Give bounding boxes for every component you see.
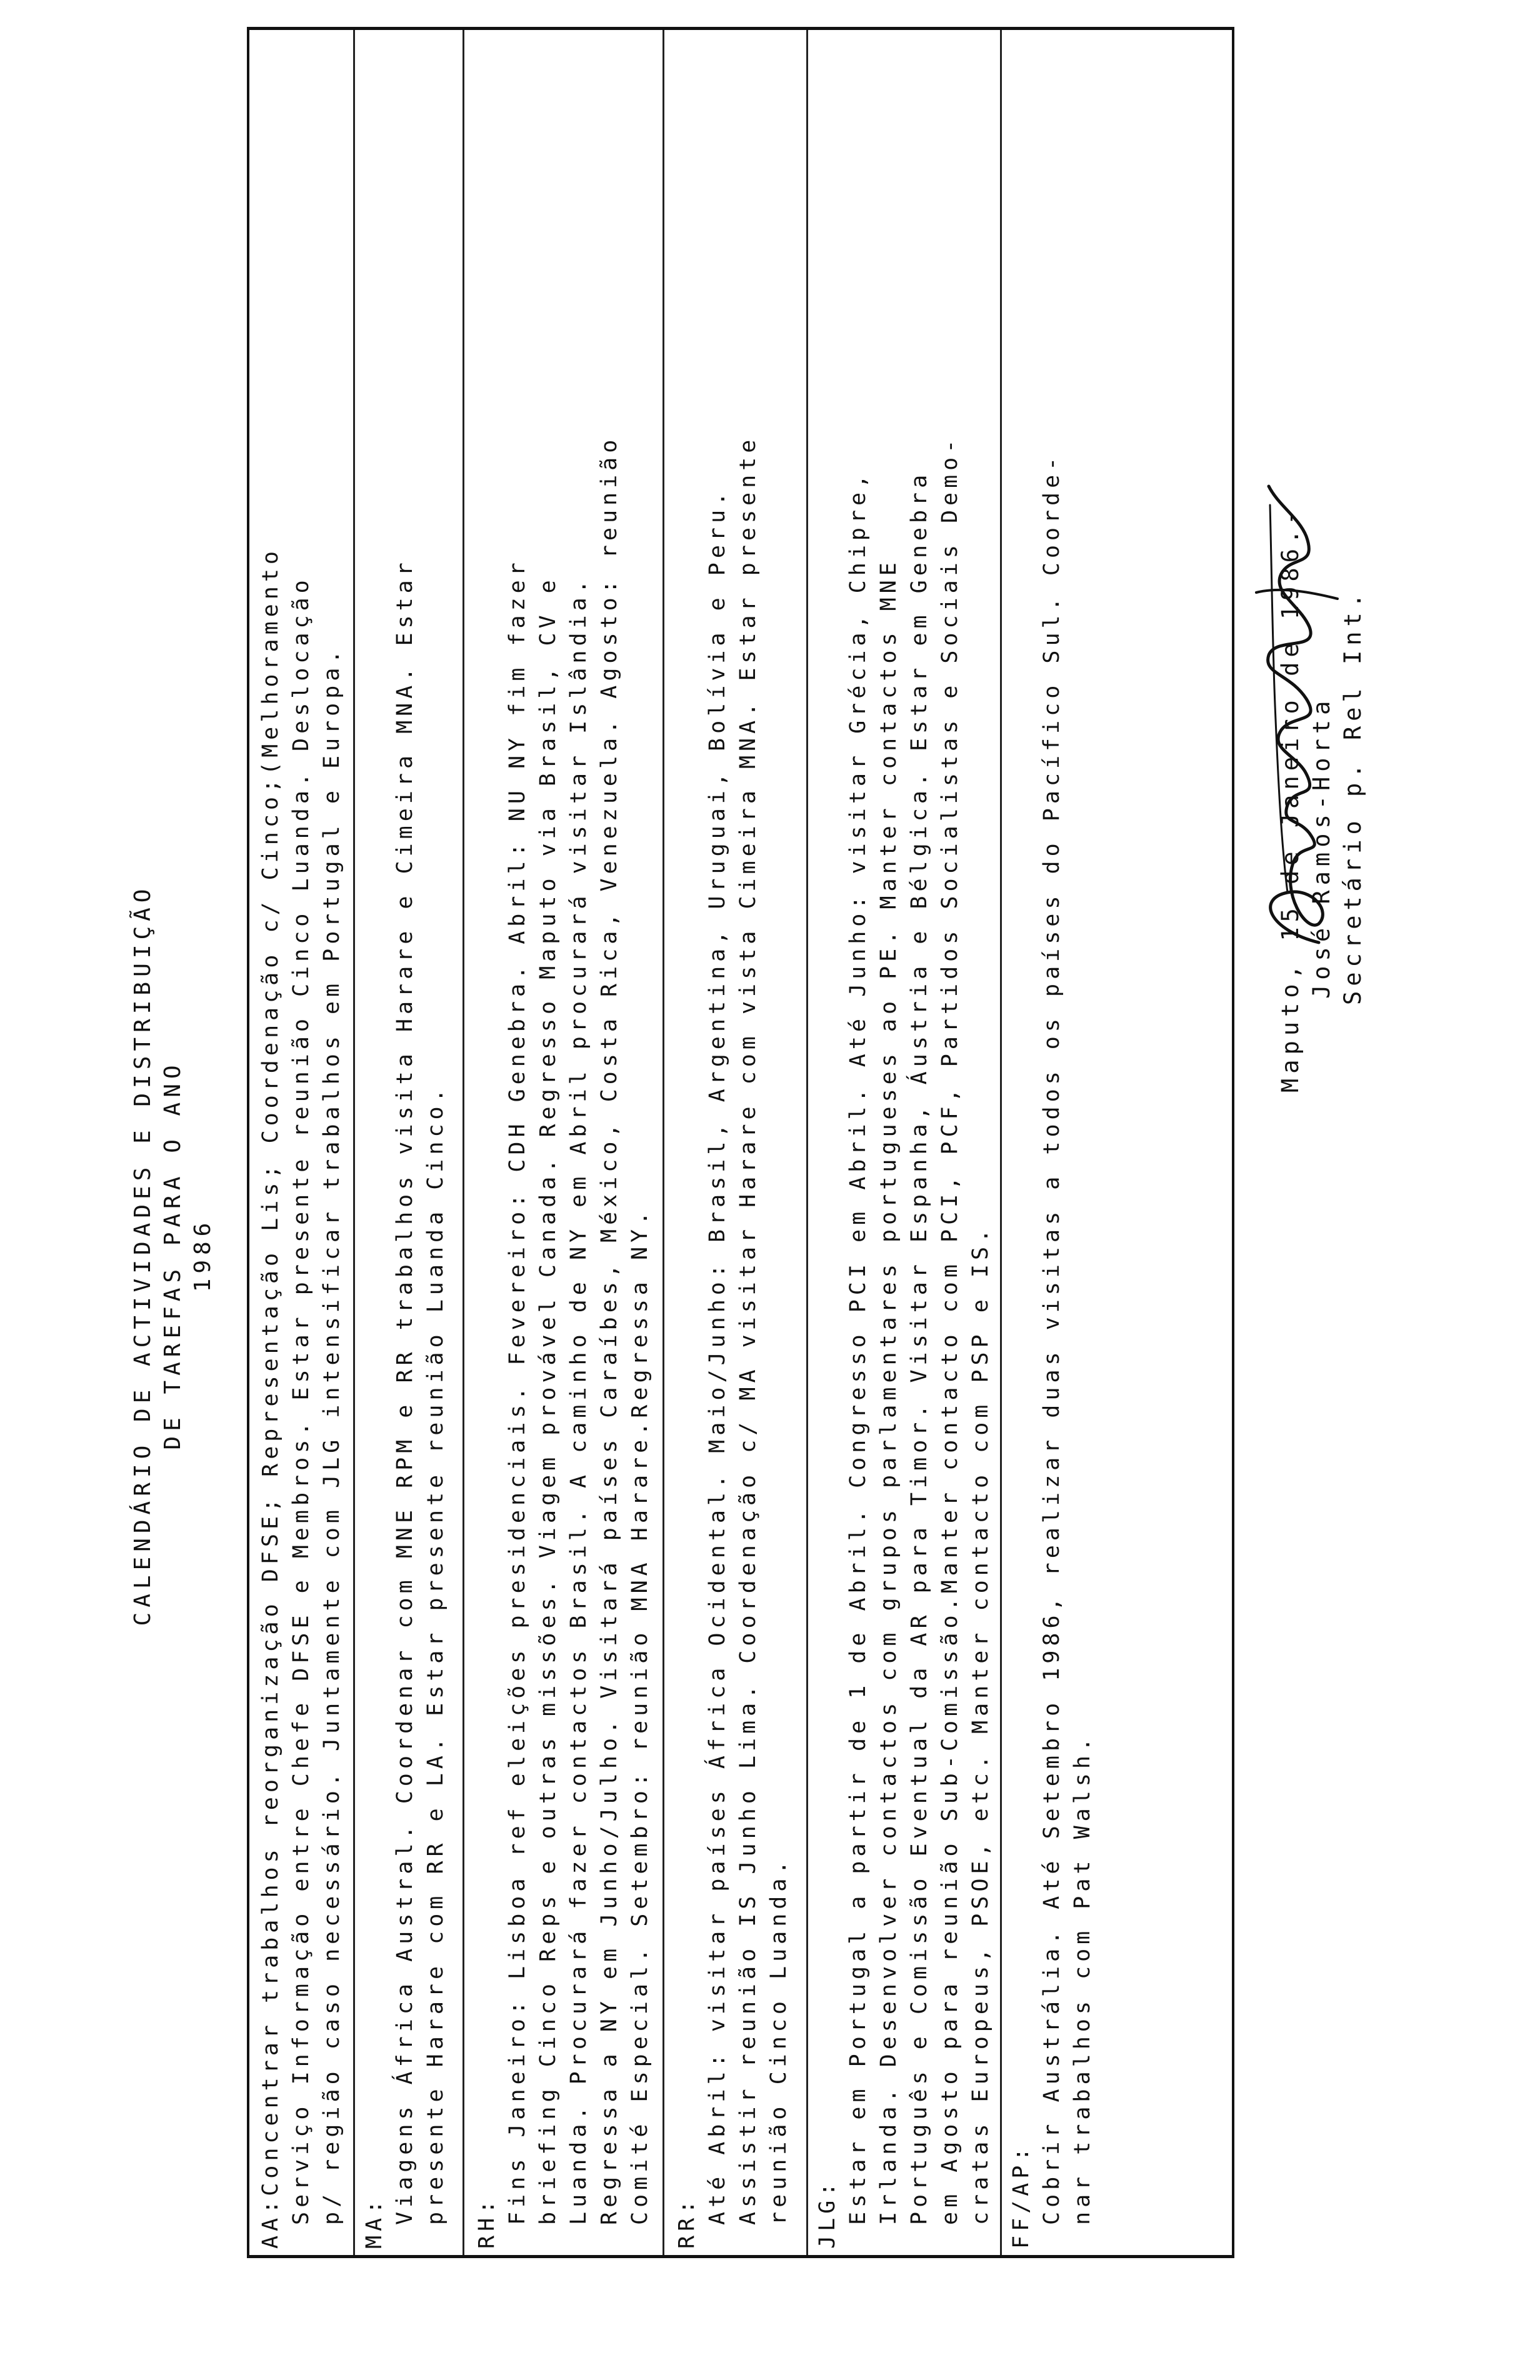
section-rh — [472, 30, 656, 2255]
section-line: Regressa a NY em Junho/Julho. Visitará países Caraíbes, México, Costa Rica, Venezuela. Agosto: reunião — [597, 435, 622, 2225]
section-divider — [662, 30, 664, 2255]
title-line-2: DE TAREFAS PARA O ANO — [160, 1060, 186, 1450]
section-line: Irlanda. Desenvolver contactos com grupos parlamentares portugueses ao PE. Manter contactos MNE — [876, 558, 901, 2225]
section-line: presente Harare com RR e LA. Estar presente reunião Luanda Cinco. — [423, 1084, 448, 2225]
section-line: briefing Cinco Reps e outras missões. Viagem provável Canada. Regresso Maputo via Brasil, CV e — [536, 576, 561, 2225]
section-line: Até Abril: visitar países África Ocidental. Maio/Junho: Brasil, Argentina, Uruguai, Bolívia e Peru. — [705, 488, 730, 2225]
section-jlg — [812, 30, 996, 2255]
section-line: Luanda. Procurará fazer contactos Brasil. A caminho de NY em Abril procurará visitar Islândia. — [566, 576, 591, 2225]
section-divider — [806, 30, 808, 2255]
section-line: Assistir reunião IS Junho Lima. Coordenação c/ MA visitar Harare com vista Cimeira MNA. Estar presente — [736, 435, 761, 2225]
section-line: p/ região caso necessário. Juntamente com JLG intensificar trabalhos em Portugal e Europa. — [319, 646, 344, 2225]
section-rr — [672, 30, 794, 2255]
section-divider — [462, 30, 464, 2255]
section-line: Português e Comissão Eventual da AR para Timor. Visitar Espanha, Áustria e Bélgica. Estar em Genebra — [907, 470, 932, 2225]
section-line: em Agosto para reunião Sub-Comissão.Manter contacto com PCI, PCF, Partidos Socialistas e Sociais Demo- — [938, 435, 962, 2225]
section-code: AA: — [258, 2196, 283, 2249]
section-code: FF/AP: — [1009, 2143, 1034, 2249]
title-line-3: 1986 — [190, 1218, 216, 1292]
table-top-border — [247, 30, 249, 2255]
section-line: cratas Europeus, PSOE, etc. Manter contacto com PSP e IS. — [968, 1224, 993, 2225]
section-code: JLG: — [815, 2178, 840, 2249]
place-date: Maputo, 15 de Janeiro de 1986.- — [1277, 506, 1304, 1092]
section-line: Estar em Portugal a partir de 1 de Abril. Congresso PCI em Abril. Até Junho: visitar Grécia, Chipre, — [846, 470, 871, 2225]
section-code: MA: — [362, 2196, 387, 2249]
section-ma — [359, 30, 451, 2255]
section-line: Fins Janeiro: Lisboa ref eleições presidenciais. Fevereiro: CDH Genebra. Abril: NU NY fim fazer — [505, 558, 530, 2225]
section-code: RH: — [474, 2196, 499, 2249]
section-line: Viagens África Austral. Coordenar com MNE RPM e RR trabalhos visita Harare e Cimeira MNA. Estar — [392, 558, 418, 2225]
section-line: reunião Cinco Luanda. — [766, 1856, 791, 2225]
table-bottom-border — [1232, 30, 1234, 2255]
section-line: Cobrir Austrália. Até Setembro 1986, realizar duas visitas a todos os países do Pacífico Sul. Coorde- — [1039, 452, 1064, 2225]
section-line: Comité Especial. Setembro: reunião MNA Harare.Regressa NY. — [628, 1207, 652, 2225]
section-divider — [1000, 30, 1002, 2255]
title-line-1: CALENDÁRIO DE ACTIVIDADES E DISTRIBUIÇÃO — [130, 884, 156, 1626]
section-ffap — [1006, 30, 1098, 2255]
section-line: Serviço Informação entre Chefe DFSE e Membros. Estar presente reunião Cinco Luanda. Deslocação — [289, 576, 314, 2225]
section-code: RR: — [674, 2196, 699, 2249]
section-aa — [256, 30, 348, 2255]
signatory-name: José Ramos-Horta — [1308, 696, 1335, 999]
section-divider — [353, 30, 355, 2255]
handwritten-signature — [1244, 468, 1344, 968]
document-title — [128, 692, 218, 1818]
signatory-role: Secretário p. Rel Int. — [1339, 588, 1366, 1005]
task-table — [247, 27, 1234, 2258]
section-line: nar trabalhos com Pat Walsh. — [1070, 1733, 1095, 2225]
section-line: Concentrar trabalhos reorganização DFSE; Representação Lis; Coordenação c/ Cinco;(Melhoramento — [258, 547, 283, 2196]
